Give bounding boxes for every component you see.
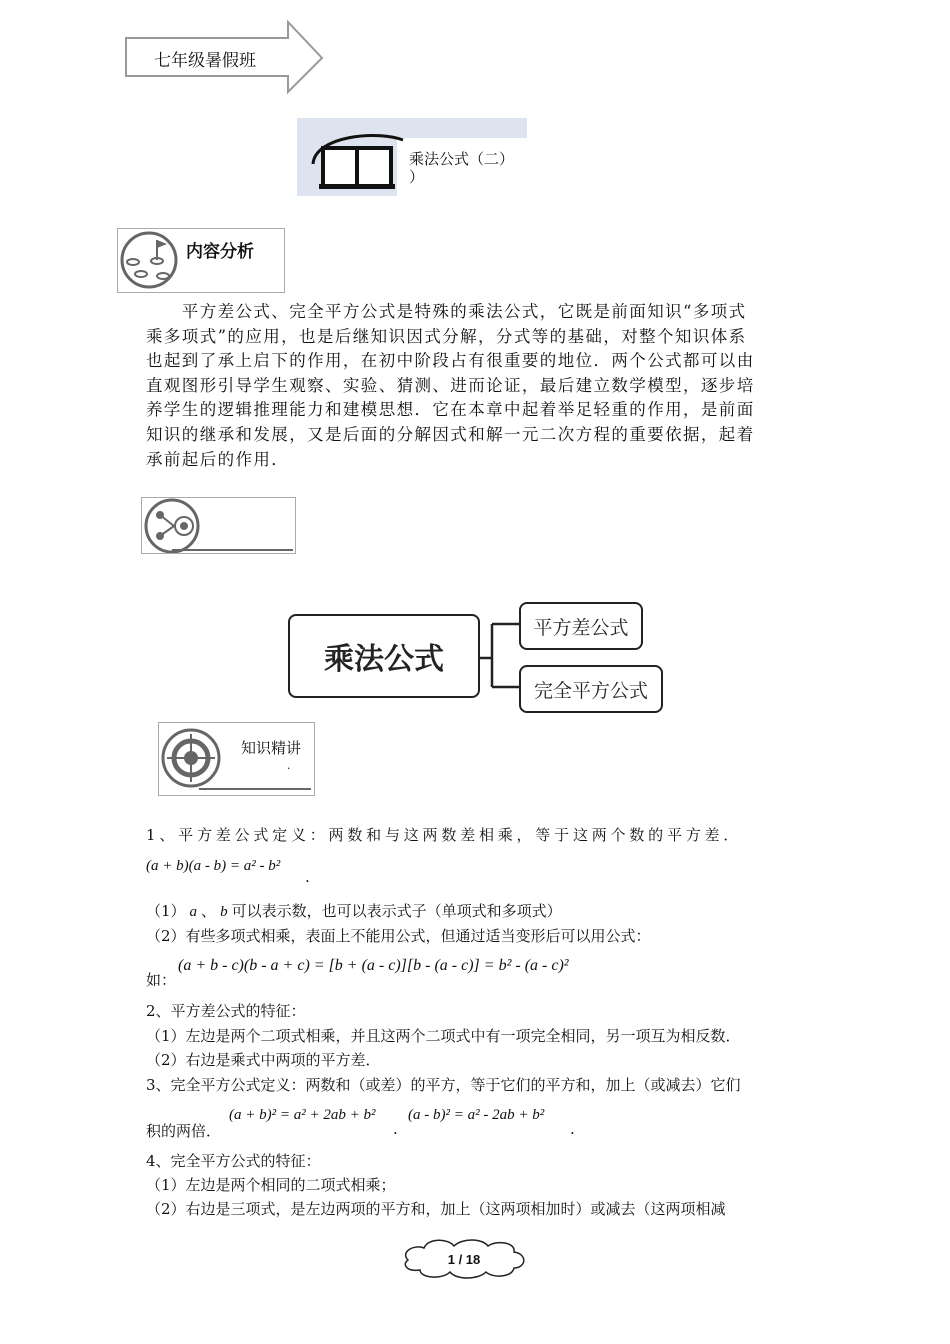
section-content-analysis [117, 228, 285, 293]
analysis-line: 平方差公式、完全平方公式是特殊的乘法公式，它既是前面知识“多项式 [146, 302, 747, 321]
point-1-example-formula: (a + b - c)(b - a + c) = [b + (a - c)][b - (a - c)] = b² - (a - c)² [178, 957, 569, 974]
point-1-formula-end: . [305, 868, 310, 886]
point-3-formula-sum: (a + b)² = a² + 2ab + b² [229, 1107, 376, 1123]
network-icon [142, 498, 204, 553]
mindmap [286, 598, 666, 716]
section-title: 知识精讲 [241, 739, 302, 757]
point-4-title: 4、完全平方公式的特征： [146, 1152, 321, 1170]
analysis-paragraph [146, 300, 826, 472]
section-title: 内容分析 [186, 242, 254, 262]
analysis-line: 养学生的逻辑推理能力和建模思想．它在本章中起着举足轻重的作用，是前面 [146, 400, 755, 420]
point-1-example-label: 如： [146, 971, 177, 989]
mindmap-child: 完全平方公式 [519, 665, 663, 713]
page-number: 1 / 18 [447, 1252, 481, 1267]
point-1-definition: 1、平方差公式定义：两数和与这两数差相乘，等于这两个数的平方差． [146, 826, 743, 844]
point-4-sub-1: （1）左边是两个相同的二项式相乘； [146, 1176, 396, 1194]
point-3-formula-end: . [570, 1120, 575, 1138]
point-3-definition: 3、完全平方公式定义：两数和（或差）的平方，等于它们的平方和，加上（或减去）它们 [146, 1076, 741, 1094]
page-number-badge [398, 1236, 530, 1280]
point-1-formula: (a + b)(a - b) = a² - b² [146, 858, 281, 874]
grade-label: 七年级暑假班 [154, 51, 256, 71]
section-structure [141, 497, 296, 554]
lesson-title: 乘法公式（二） [409, 150, 515, 168]
target-icon [161, 726, 225, 792]
point-3-formula-diff: (a - b)² = a² - 2ab + b² [408, 1107, 545, 1123]
map-pin-icon [119, 230, 181, 290]
mindmap-child: 平方差公式 [519, 602, 643, 650]
point-4-sub-2: （2）右边是三项式，是左边两项的平方和，加上（这两项相加时）或减去（这两项相减 [146, 1200, 726, 1218]
section-knowledge [158, 722, 315, 796]
lesson-title-tail: ） [409, 168, 425, 186]
analysis-line: 也起到了承上启下的作用，在初中阶段占有很重要的地位．两个公式都可以由 [146, 351, 755, 371]
analysis-line: 承前起后的作用． [146, 449, 290, 469]
grade-badge [124, 20, 326, 96]
point-2-title: 2、平方差公式的特征： [146, 1002, 306, 1020]
point-1-sub-2: （2）有些多项式相乘，表面上不能用公式，但通过适当变形后可以用公式： [146, 927, 651, 945]
open-book-icon [299, 118, 409, 196]
point-1-sub-1: （1） a 、 b 可以表示数，也可以表示式子（单项式和多项式） [146, 902, 562, 920]
point-3-definition-cont: 积的两倍． [146, 1122, 222, 1140]
point-3-formula-sep: . [393, 1120, 398, 1138]
section-dot: . [287, 759, 291, 772]
analysis-line: 乘多项式”的应用，也是后继知识因式分解，分式等的基础，对整个知识体系 [146, 326, 747, 346]
point-2-sub-1: （1）左边是两个二项式相乘，并且这两个二项式中有一项完全相同，另一项互为相反数． [146, 1027, 741, 1045]
mindmap-root: 乘法公式 [288, 614, 480, 698]
analysis-line: 直观图形引导学生观察、实验、猜测、进而论证，最后建立数学模型，逐步培 [146, 375, 755, 395]
analysis-line: 知识的继承和发展，又是后面的分解因式和解一元二次方程的重要依据，起着 [146, 424, 755, 444]
lesson-banner [297, 118, 527, 196]
point-2-sub-2: （2）右边是乘式中两项的平方差． [146, 1051, 381, 1069]
